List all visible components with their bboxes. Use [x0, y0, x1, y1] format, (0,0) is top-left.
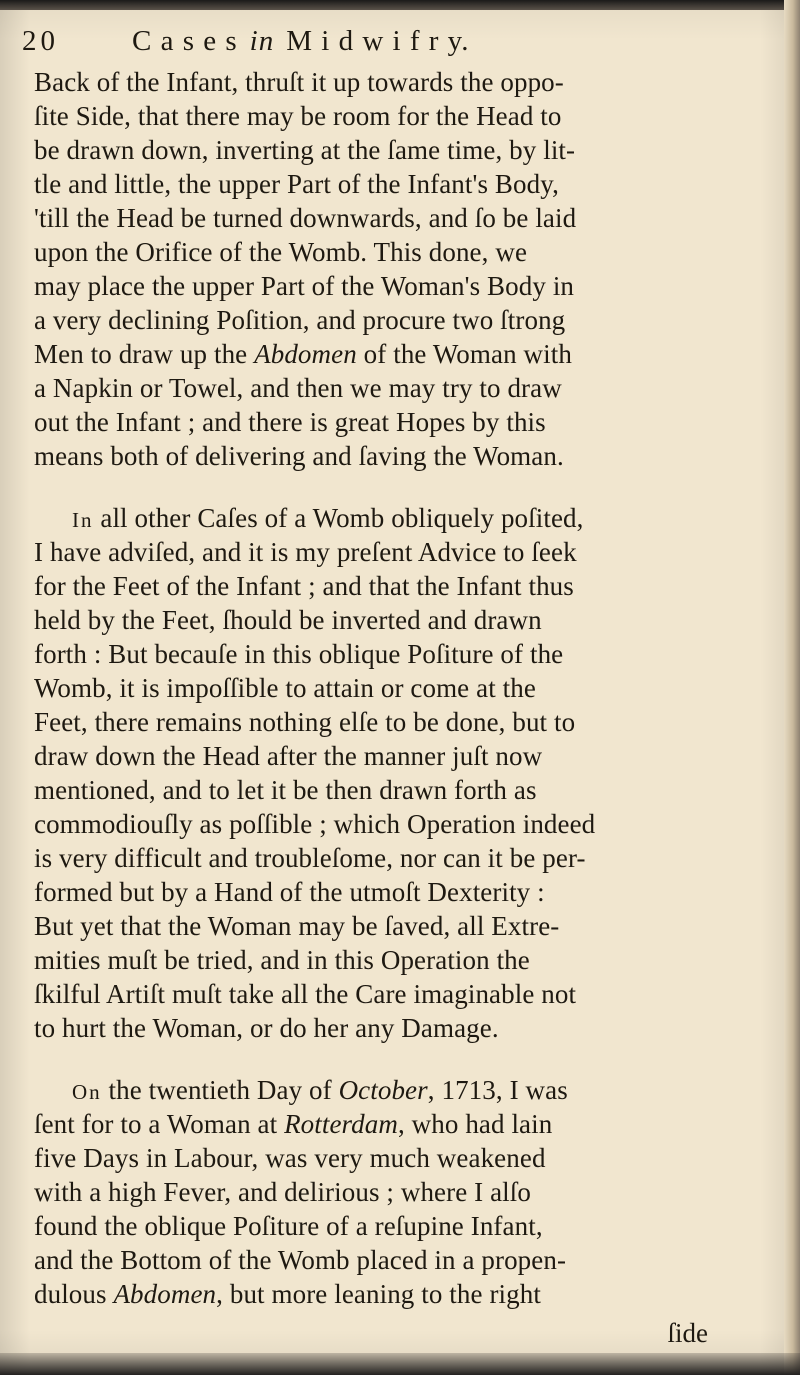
page-number: 20	[22, 25, 59, 57]
text-line: I have adviſed, and it is my preſent Advice to ſeek	[34, 537, 577, 567]
text-line: mentioned, and to let it be then drawn forth as	[34, 775, 537, 805]
page-header	[22, 20, 762, 62]
text-line: Womb, it is impoſſible to attain or come at the	[34, 673, 536, 703]
text-segment: , but more leaning to the right	[216, 1279, 541, 1309]
running-head-midwifry: M i d w i f r y.	[286, 25, 470, 57]
text-segment: , 1713, I was	[427, 1075, 568, 1105]
text-segment: dulous	[34, 1279, 107, 1309]
bottom-shadow-edge	[0, 1353, 800, 1375]
text-line: commodiouſly as poſſible ; which Operation indeed	[34, 809, 596, 839]
paragraph-3	[34, 1073, 764, 1311]
text-line: be drawn down, inverting at the ſame time, by lit-	[34, 135, 576, 165]
abdomen-word: Abdomen	[113, 1279, 217, 1309]
text-line: 'till the Head be turned downwards, and ſo be laid	[34, 203, 577, 233]
text-line: and the Bottom of the Womb placed in a propen-	[34, 1245, 567, 1275]
city-word: Rotterdam	[284, 1109, 398, 1139]
lead-word: In	[72, 508, 94, 532]
text-segment: of the Woman with	[363, 339, 572, 369]
running-head	[132, 20, 470, 62]
text-line: held by the Feet, ſhould be inverted and drawn	[34, 605, 542, 635]
text-segment: ſent for to a Woman at	[34, 1109, 278, 1139]
text-line: found the oblique Poſiture of a reſupine Infant,	[34, 1211, 543, 1241]
text-line	[34, 1107, 764, 1141]
text-line: tle and little, the upper Part of the Infant's Body,	[34, 169, 559, 199]
text-line: ſite Side, that there may be room for the Head to	[34, 101, 562, 131]
text-line	[34, 501, 764, 535]
text-line: formed but by a Hand of the utmoſt Dexterity :	[34, 877, 545, 907]
text-line: out the Infant ; and there is great Hopes by this	[34, 407, 546, 437]
text-line: a very declining Poſition, and procure two ſtrong	[34, 305, 566, 335]
text-line: to hurt the Woman, or do her any Damage.	[34, 1013, 499, 1043]
text-line: with a high Fever, and delirious ; where I alſo	[34, 1177, 531, 1207]
text-line: for the Feet of the Infant ; and that the Infant thus	[34, 571, 574, 601]
abdomen-word: Abdomen	[254, 339, 357, 369]
text-line: draw down the Head after the manner juſt now	[34, 741, 543, 771]
running-head-cases: C a s e s	[132, 25, 238, 57]
text-line-with-abdomen	[34, 337, 764, 371]
text-line: But yet that the Woman may be ſaved, all Extre-	[34, 911, 560, 941]
text-segment: , who had lain	[397, 1109, 553, 1139]
text-line: Back of the Infant, thruſt it up towards the oppo-	[34, 67, 564, 97]
text-segment: all other Caſes of a Womb obliquely poſited,	[100, 503, 584, 533]
text-line: means both of delivering and ſaving the Woman.	[34, 441, 564, 471]
text-segment: Men to draw up the	[34, 339, 248, 369]
text-line: upon the Orifice of the Womb. This done, we	[34, 237, 528, 267]
text-line	[34, 1277, 764, 1311]
paragraph-2	[34, 501, 764, 1045]
text-line: may place the upper Part of the Woman's Body in	[34, 271, 575, 301]
paragraph-1	[34, 65, 764, 473]
text-line: mities muſt be tried, and in this Operation the	[34, 945, 530, 975]
top-shadow-edge	[0, 0, 800, 10]
main-text	[34, 65, 764, 1339]
text-line: ſkilful Artiſt muſt take all the Care imaginable not	[34, 979, 577, 1009]
text-line: five Days in Labour, was very much weakened	[34, 1143, 546, 1173]
lead-word: On	[72, 1080, 102, 1104]
text-line: a Napkin or Towel, and then we may try to draw	[34, 373, 562, 403]
text-line: Feet, there remains nothing elſe to be done, but to	[34, 707, 576, 737]
month-word: October	[338, 1075, 428, 1105]
text-line: is very difficult and troubleſome, nor can it be per-	[34, 843, 586, 873]
running-head-in: in	[249, 25, 275, 57]
text-line	[34, 1073, 764, 1107]
page-gutter-shadow	[784, 0, 800, 1375]
catchword: ſide	[667, 1318, 708, 1348]
text-line: forth : But becauſe in this oblique Poſiture of the	[34, 639, 564, 669]
text-segment: the twentieth Day of	[108, 1075, 332, 1105]
